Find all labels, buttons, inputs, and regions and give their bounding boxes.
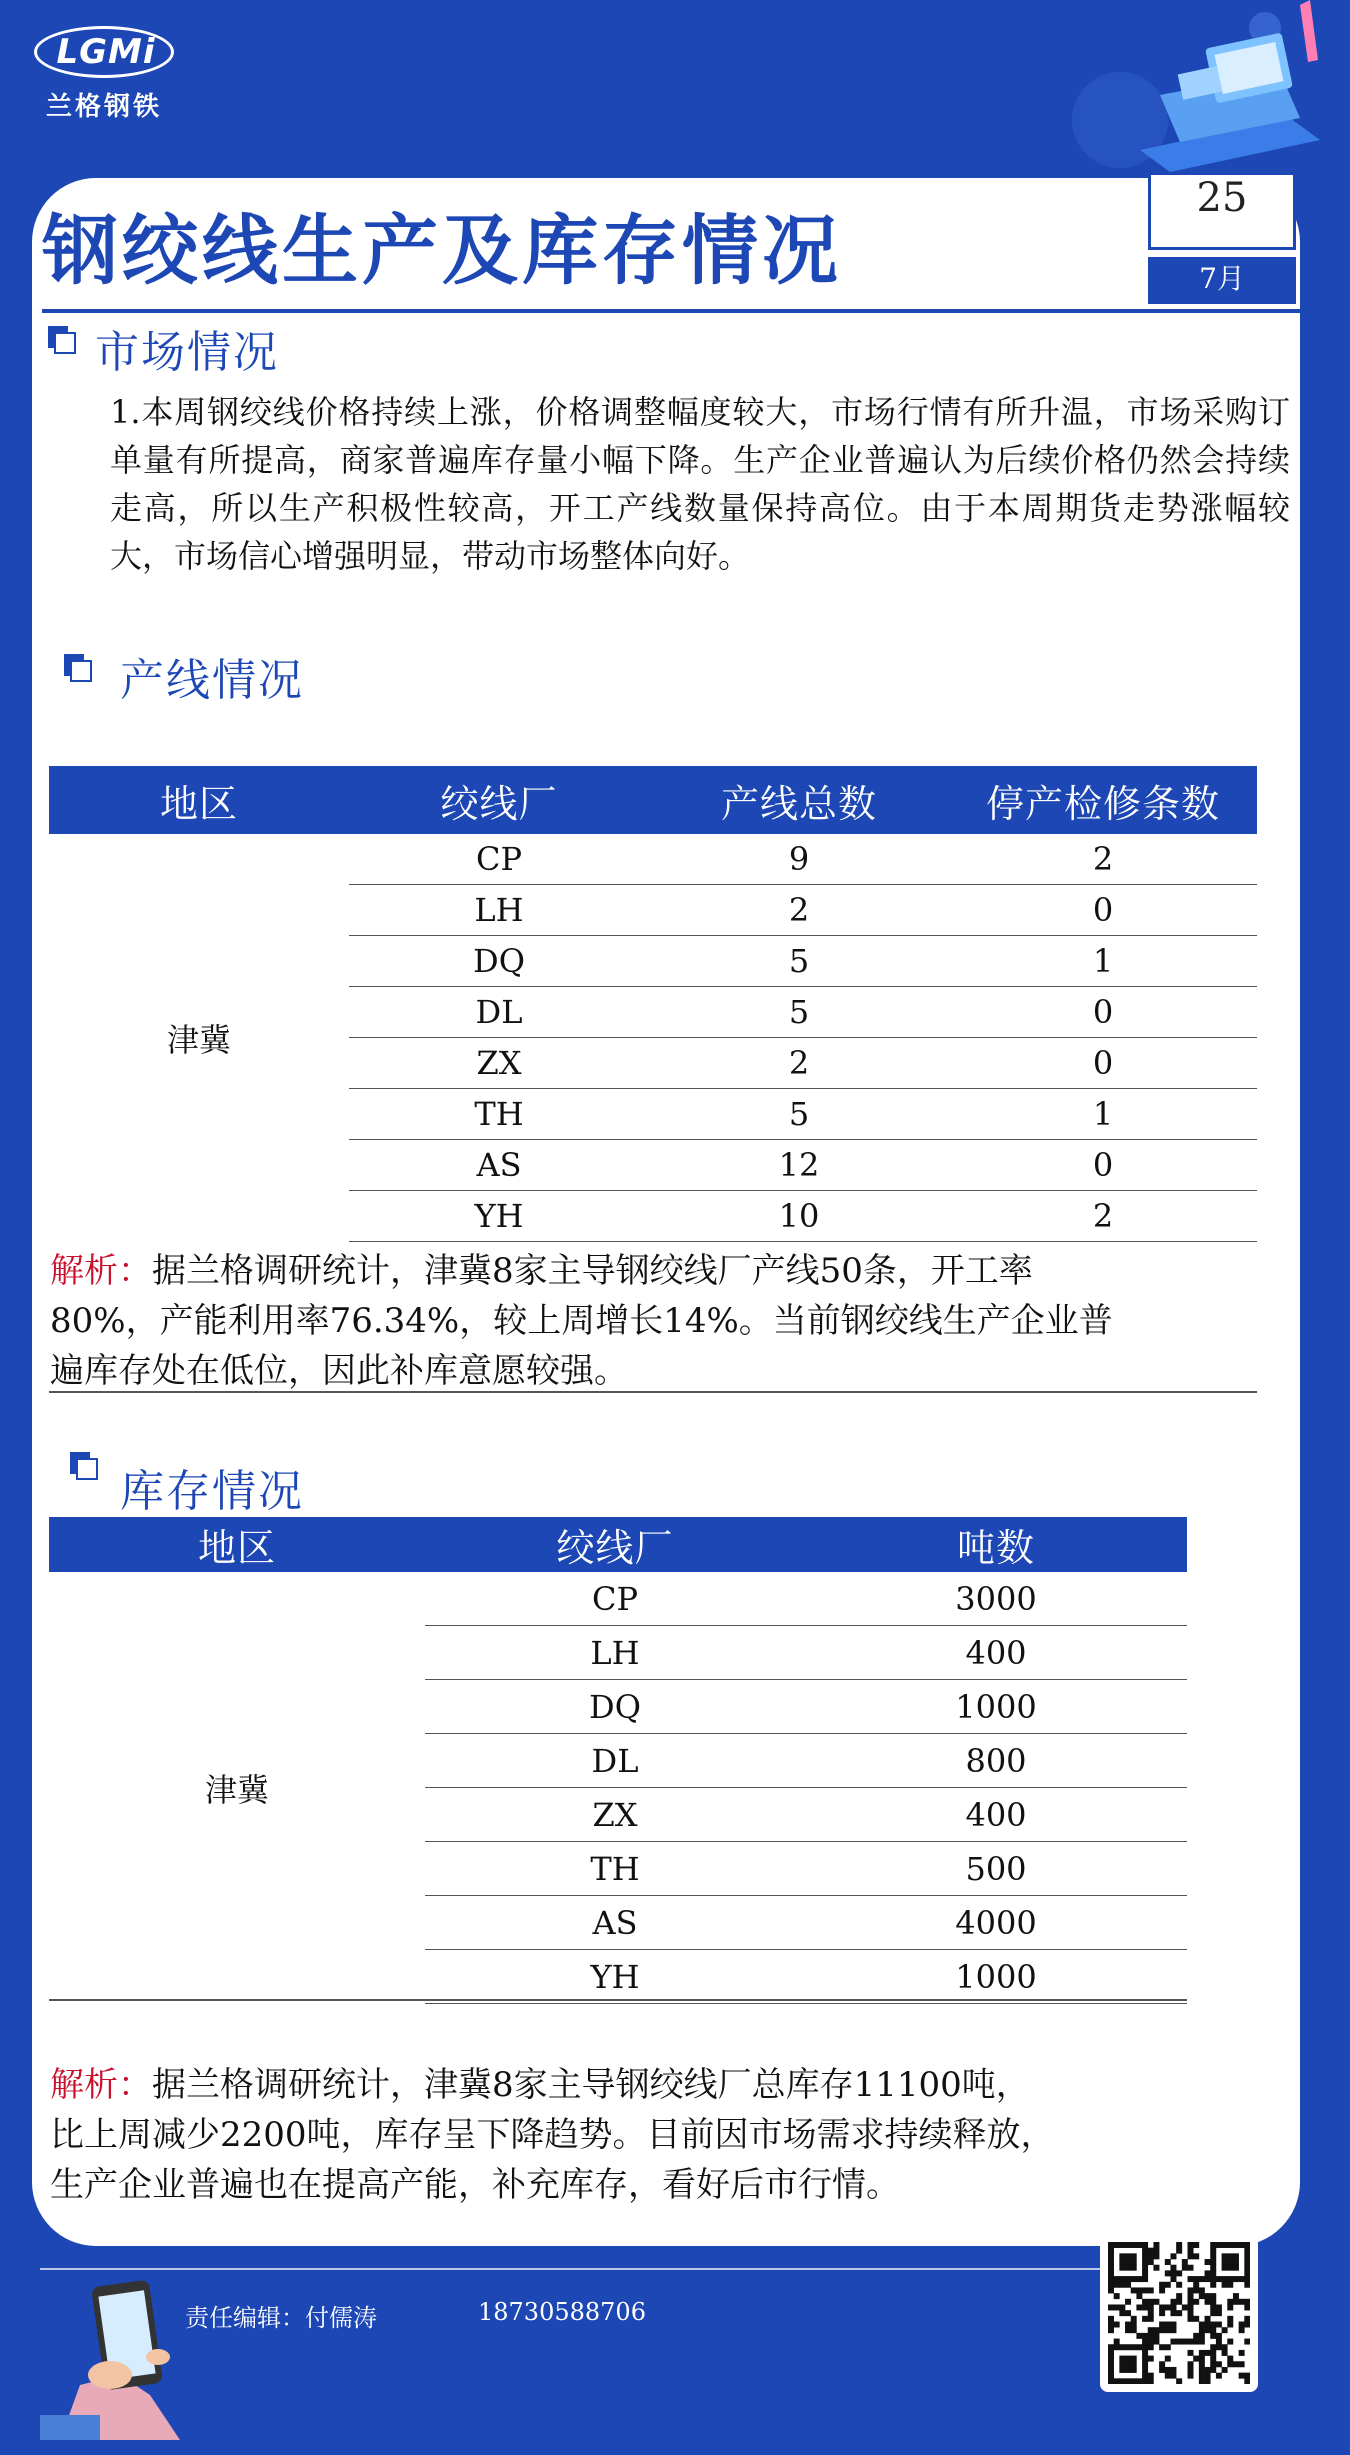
date-day: 25 (1148, 172, 1296, 250)
analysis-label: 解析： (50, 2065, 152, 2105)
tonnage-cell: 800 (805, 1734, 1187, 1788)
total-lines-cell: 9 (649, 834, 949, 885)
plant-cell: TH (425, 1842, 805, 1896)
plant-cell: AS (349, 1140, 649, 1191)
analysis-line: 遍库存处在低位，因此补库意愿较强。 (50, 1351, 628, 1391)
maintenance-cell: 0 (949, 885, 1257, 936)
table-header-row (49, 1517, 1187, 1572)
col-header-maintenance-lines: 停产检修条数 (949, 766, 1257, 834)
total-lines-cell: 5 (649, 987, 949, 1038)
market-heading: 市场情况 (95, 327, 279, 378)
plant-cell: TH (349, 1089, 649, 1140)
maintenance-cell: 1 (949, 936, 1257, 987)
analysis-line: 80%，产能利用率76.34%，较上周增长14%。当前钢绞线生产企业普 (50, 1301, 1113, 1341)
editor-credit: 责任编辑：付儒涛 (185, 2304, 377, 2332)
production-table (49, 766, 1257, 1242)
logo-text: LGMi (56, 32, 156, 72)
plant-cell: CP (349, 834, 649, 885)
page-title: 钢绞线生产及库存情况 (42, 206, 842, 295)
qr-code[interactable] (1100, 2234, 1258, 2392)
plant-cell: YH (425, 1950, 805, 2004)
total-lines-cell: 2 (649, 885, 949, 936)
footer-divider (40, 2268, 1160, 2270)
total-lines-cell: 5 (649, 936, 949, 987)
plant-cell: LH (349, 885, 649, 936)
analysis-line: 据兰格调研统计，津冀8家主导钢绞线厂产线50条，开工率 (152, 1251, 1033, 1291)
phone-in-hand-icon (40, 2265, 200, 2440)
market-paragraph: 1.本周钢绞线价格持续上涨，价格调整幅度较大，市场行情有所升温，市场采购订单量有所提高，商家普遍库存量小幅下降。生产企业普遍认为后续价格仍然会持续走高，所以生产积极性较高，开工产线数量保持高位。由于本周期货走势涨幅较大，市场信心增强明显，带动市场整体向好。 (110, 393, 1290, 575)
plant-cell: ZX (425, 1788, 805, 1842)
inventory-heading: 库存情况 (120, 1466, 304, 1517)
total-lines-cell: 2 (649, 1038, 949, 1089)
plant-cell: CP (425, 1572, 805, 1626)
tonnage-cell: 400 (805, 1788, 1187, 1842)
table-header-row (49, 766, 1257, 834)
brand-logo (30, 22, 190, 122)
inventory-analysis (50, 2060, 1055, 2210)
analysis-line: 据兰格调研统计，津冀8家主导钢绞线厂总库存11100吨， (152, 2065, 1030, 2105)
maintenance-cell: 0 (949, 987, 1257, 1038)
maintenance-cell: 0 (949, 1038, 1257, 1089)
col-header-total-lines: 产线总数 (649, 766, 949, 834)
total-lines-cell: 5 (649, 1089, 949, 1140)
production-heading: 产线情况 (120, 655, 304, 706)
tonnage-cell: 1000 (805, 1950, 1187, 2004)
region-cell: 津冀 (204, 1770, 269, 1809)
company-name: 兰格钢铁 (46, 92, 163, 122)
divider (49, 1999, 1187, 2001)
title-divider (42, 309, 1300, 313)
analysis-line: 生产企业普遍也在提高产能，补充库存，看好后市行情。 (50, 2165, 900, 2205)
section-marker-icon (70, 1452, 100, 1482)
section-marker-icon (64, 654, 94, 684)
tonnage-cell: 400 (805, 1626, 1187, 1680)
tonnage-cell: 4000 (805, 1896, 1187, 1950)
tech-illustration (1060, 0, 1330, 175)
total-lines-cell: 12 (649, 1140, 949, 1191)
analysis-line: 比上周减少2200吨，库存呈下降趋势。目前因市场需求持续释放， (50, 2115, 1055, 2155)
maintenance-cell: 2 (949, 1191, 1257, 1242)
inventory-table (49, 1517, 1187, 2004)
production-analysis (50, 1246, 1113, 1396)
plant-cell: ZX (349, 1038, 649, 1089)
contact-phone: 18730588706 (478, 2298, 646, 2326)
qr-code-icon (1108, 2242, 1250, 2384)
tonnage-cell: 3000 (805, 1572, 1187, 1626)
date-month: 7月 (1148, 257, 1296, 304)
total-lines-cell: 10 (649, 1191, 949, 1242)
plant-cell: DL (349, 987, 649, 1038)
maintenance-cell: 0 (949, 1140, 1257, 1191)
divider (49, 1391, 1257, 1393)
plant-cell: AS (425, 1896, 805, 1950)
analysis-label: 解析： (50, 1251, 152, 1291)
tonnage-cell: 500 (805, 1842, 1187, 1896)
col-header-plant: 绞线厂 (349, 766, 649, 834)
maintenance-cell: 1 (949, 1089, 1257, 1140)
region-cell: 津冀 (166, 1020, 231, 1059)
col-header-tonnage: 吨数 (805, 1517, 1187, 1572)
plant-cell: LH (425, 1626, 805, 1680)
table-row (49, 834, 1257, 885)
tonnage-cell: 1000 (805, 1680, 1187, 1734)
plant-cell: DL (425, 1734, 805, 1788)
plant-cell: YH (349, 1191, 649, 1242)
col-header-region: 地区 (49, 766, 349, 834)
plant-cell: DQ (349, 936, 649, 987)
col-header-region: 地区 (49, 1517, 425, 1572)
col-header-plant: 绞线厂 (425, 1517, 805, 1572)
plant-cell: DQ (425, 1680, 805, 1734)
section-marker-icon (48, 326, 78, 356)
maintenance-cell: 2 (949, 834, 1257, 885)
table-row (49, 1572, 1187, 1626)
